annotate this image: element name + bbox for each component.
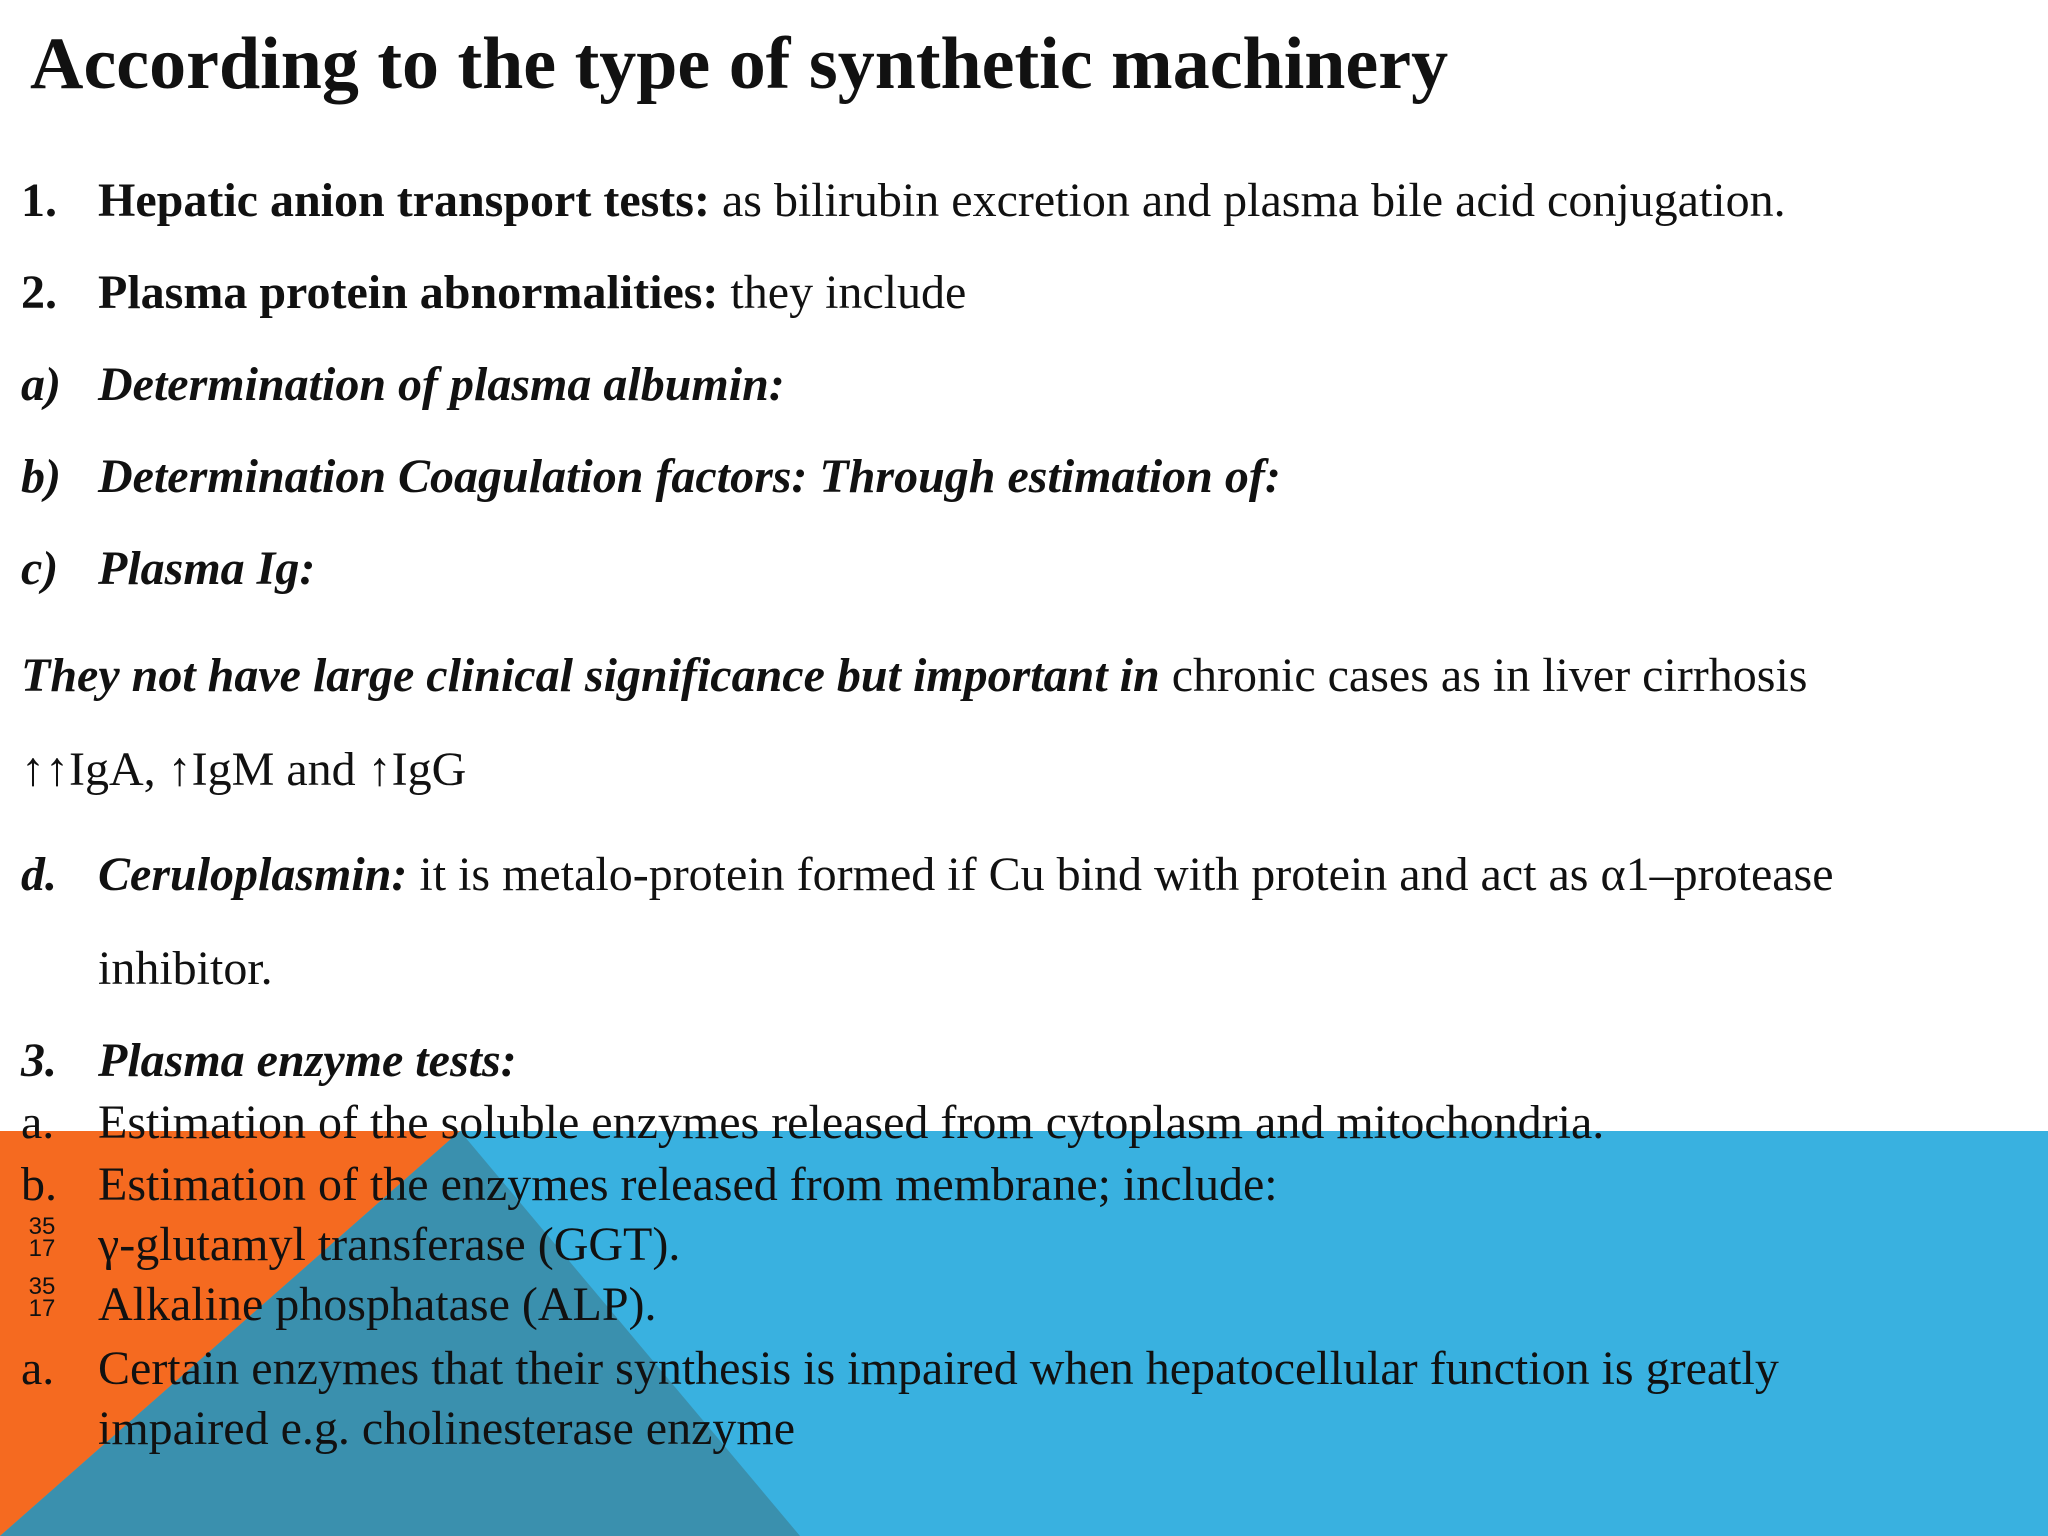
item-label: Hepatic anion transport tests:	[98, 174, 710, 227]
sub-letter: b.	[21, 1158, 57, 1211]
list-letter: a)	[21, 358, 61, 411]
list-letter: c)	[21, 542, 59, 595]
item-label: Ceruloplasmin:	[98, 848, 408, 901]
sub-text: Certain enzymes that their synthesis is impaired when hepatocellular function is greatly	[98, 1342, 1779, 1395]
list-number: 2.	[21, 266, 57, 319]
item-text: as bilirubin excretion and plasma bile acid conjugation.	[709, 174, 1786, 227]
bullet-text: γ-glutamyl transferase (GGT).	[98, 1218, 681, 1271]
item-label: Determination of plasma albumin:	[98, 358, 785, 411]
item-text: they include	[718, 266, 967, 319]
item-d-continuation: inhibitor.	[98, 942, 273, 995]
list-letter: d.	[21, 848, 57, 901]
list-letter: b)	[21, 450, 61, 503]
item-label: Plasma Ig:	[98, 542, 316, 595]
bullet-text: Alkaline phosphatase (ALP).	[98, 1278, 657, 1331]
note-line	[21, 647, 1807, 705]
item-label: Determination Coagulation factors: Through estimation of:	[98, 450, 1281, 503]
item-text: it is metalo-protein formed if Cu bind with protein and act as α1–protease	[407, 848, 1834, 901]
list-number: 1.	[21, 174, 57, 227]
sub-text: Estimation of the enzymes released from membrane; include:	[98, 1158, 1278, 1211]
isotope-marker: 35 17	[28, 1273, 56, 1322]
item-label: Plasma protein abnormalities:	[98, 266, 719, 319]
list-number: 3.	[21, 1034, 57, 1087]
ig-line: ↑↑IgA, ↑IgM and ↑IgG	[21, 743, 467, 796]
note-label: They not have large clinical significance but important in	[21, 649, 1160, 702]
item-label: Plasma enzyme tests:	[98, 1034, 517, 1087]
note-text: chronic cases as in liver cirrhosis	[1159, 649, 1808, 702]
isotope-marker: 35 17	[28, 1213, 56, 1262]
sub-letter: a.	[21, 1096, 55, 1149]
sub-letter: a.	[21, 1342, 55, 1395]
sub-a2-continuation: impaired e.g. cholinesterase enzyme	[98, 1402, 796, 1455]
sub-text: Estimation of the soluble enzymes released from cytoplasm and mitochondria.	[98, 1096, 1605, 1149]
slide-title: According to the type of synthetic machinery	[30, 23, 1449, 105]
